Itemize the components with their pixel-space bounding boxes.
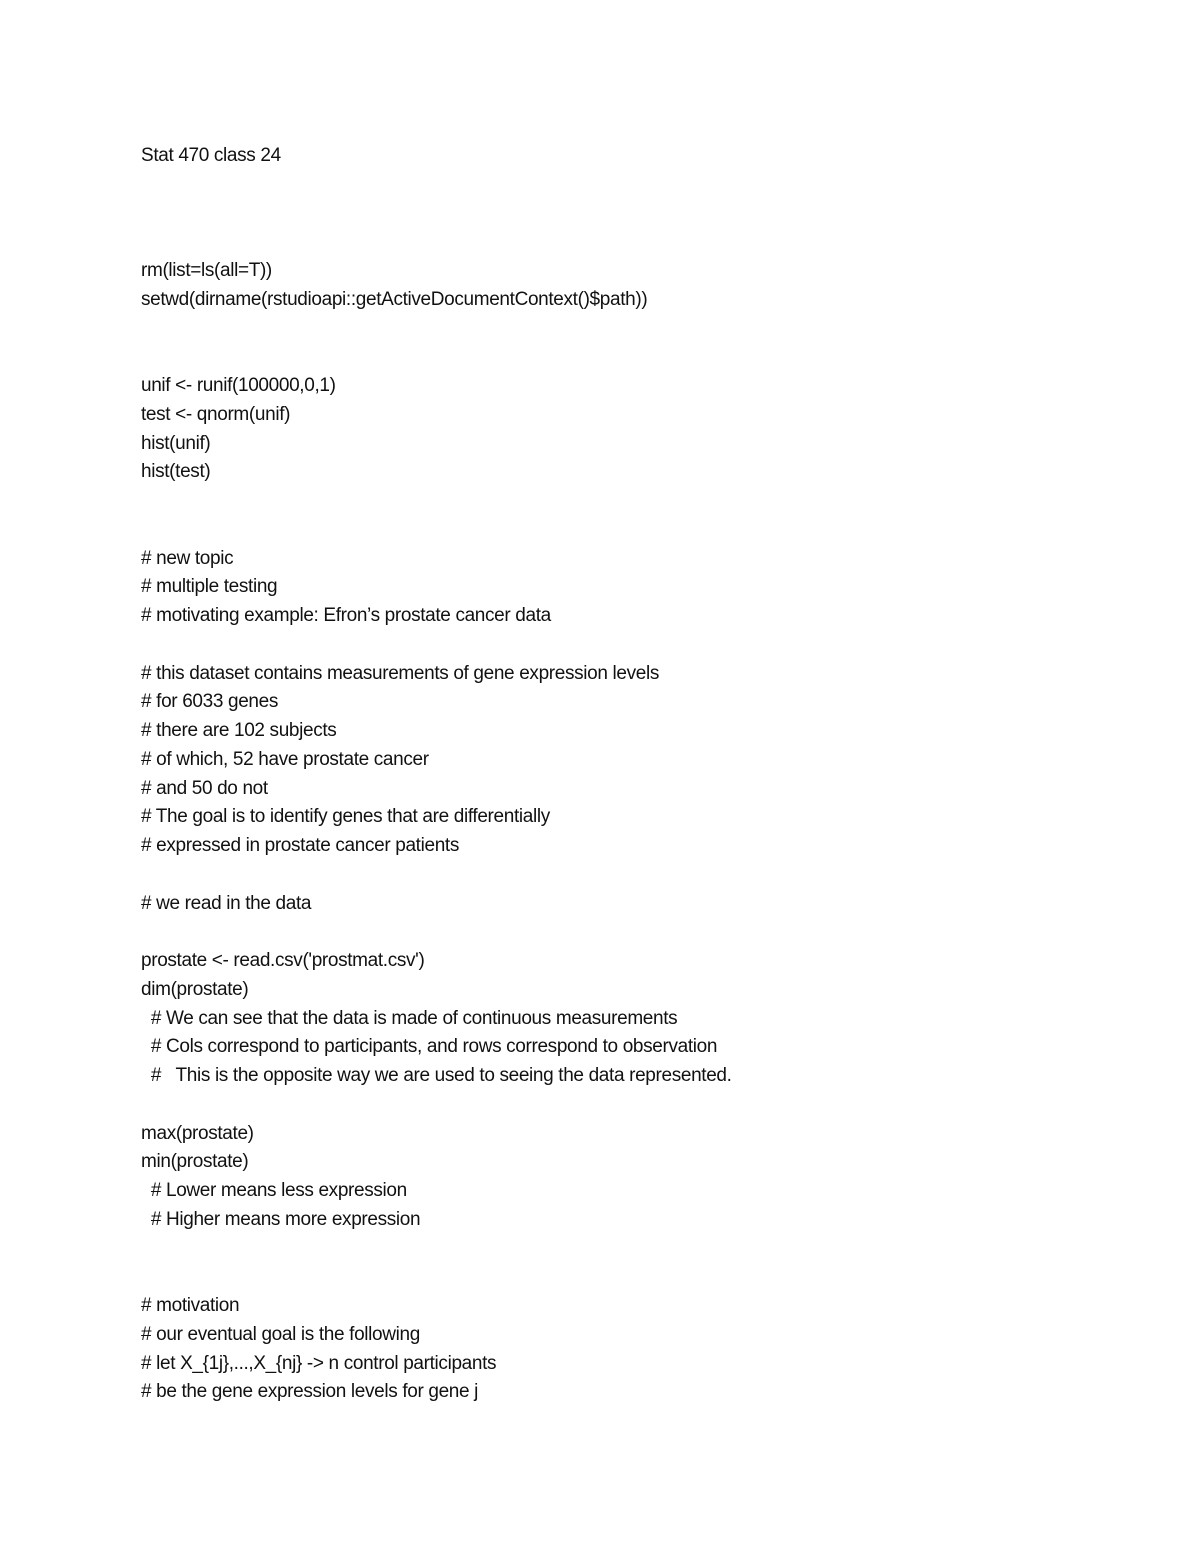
text-line: # multiple testing: [141, 576, 278, 598]
text-line: test <- qnorm(unif): [141, 403, 291, 425]
document-body: [141, 142, 1141, 1407]
text-line: # and 50 do not: [141, 777, 268, 799]
text-line: # we read in the data: [141, 892, 312, 914]
text-line: # for 6033 genes: [141, 691, 279, 713]
text-line: # new topic: [141, 547, 234, 569]
blank-line: [141, 861, 1141, 890]
text-line: max(prostate): [141, 1122, 254, 1144]
text-line: # motivating example: Efron’s prostate cancer data: [141, 605, 551, 626]
text-line: # This is the opposite way we are used to seeing the data represented.: [141, 1065, 732, 1086]
text-line: # expressed in prostate cancer patients: [141, 835, 459, 856]
blank-line: [141, 315, 1141, 344]
text-line: setwd(dirname(rstudioapi::getActiveDocumentContext()$path)): [141, 288, 648, 310]
text-line: # The goal is to identify genes that are differentially: [141, 806, 550, 828]
text-line: # let X_{1j},...,X_{nj} -> n control participants: [141, 1352, 497, 1374]
blank-line: [141, 228, 1141, 257]
document-lines: [141, 171, 1141, 1407]
text-line: # Lower means less expression: [141, 1180, 407, 1201]
blank-line: [141, 1091, 1141, 1120]
blank-line: [141, 918, 1141, 947]
text-line: # our eventual goal is the following: [141, 1323, 420, 1345]
text-line: # be the gene expression levels for gene j: [141, 1381, 479, 1403]
blank-line: [141, 631, 1141, 660]
text-line: # there are 102 subjects: [141, 720, 337, 741]
text-line: rm(list=ls(all=T)): [141, 260, 272, 281]
text-line: # Higher means more expression: [141, 1208, 421, 1230]
text-line: unif <- runif(100000,0,1): [141, 375, 336, 396]
text-line: hist(unif): [141, 432, 211, 454]
text-line: # motivation: [141, 1295, 240, 1316]
text-line: min(prostate): [141, 1151, 249, 1173]
blank-line: [141, 1263, 1141, 1292]
text-line: dim(prostate): [141, 978, 249, 1000]
document-title: Stat 470 class 24: [141, 145, 281, 166]
blank-line: [141, 200, 1141, 229]
text-line: prostate <- read.csv('prostmat.csv'): [141, 950, 425, 971]
text-line: # of which, 52 have prostate cancer: [141, 748, 429, 770]
blank-line: [141, 1235, 1141, 1264]
text-line: # We can see that the data is made of continuous measurements: [141, 1007, 678, 1029]
blank-line: [141, 171, 1141, 200]
text-line: # Cols correspond to participants, and rows correspond to observation: [141, 1036, 718, 1058]
text-line: # this dataset contains measurements of gene expression levels: [141, 662, 659, 684]
blank-line: [141, 487, 1141, 516]
blank-line: [141, 343, 1141, 372]
text-line: hist(test): [141, 461, 211, 483]
blank-line: [141, 516, 1141, 545]
